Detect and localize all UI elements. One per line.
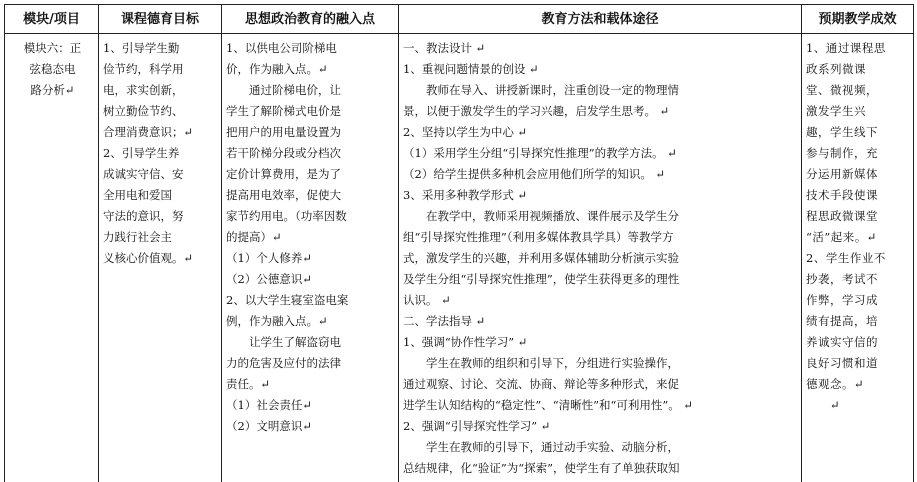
goal-line: 全用电和爱国 — [103, 188, 172, 202]
integration-line: 把用户的用电量设置为 — [226, 125, 341, 139]
outcome-line: 激发学生兴 — [806, 104, 866, 118]
outcome-line: 2、学生作业不 — [806, 251, 886, 265]
goal-line: 成诚实守信、安 — [103, 167, 184, 181]
header-row — [5, 5, 914, 34]
method-line: 通过观察、讨论、交流、协商、辩论等多种形式，来促 — [403, 377, 679, 391]
goal-line: 义核心价值观。↵ — [103, 251, 194, 265]
method-line: 进学生认知结构的“稳定性”、“清晰性”和“可利用性”。 ↵ — [403, 398, 694, 412]
method-line: 在教学中，教师采用视频播放、课件展示及学生分 — [403, 209, 679, 223]
cell-integration — [222, 34, 399, 482]
method-line: 1、重视问题情景的创设 ↵ — [403, 62, 539, 76]
goal-line: 合理消费意识；↵ — [103, 125, 194, 139]
goal-line: 俭节约，科学用 — [103, 62, 184, 76]
outcome-line: 养诚实守信的 — [806, 335, 878, 349]
method-line: 及学生分组“引导探究性推理”，使学生获得更多的理性 — [403, 272, 680, 286]
module-line: 路分析↵ — [30, 83, 75, 97]
integration-line: 若干阶梯分段或分档次 — [226, 146, 341, 160]
integration-line: 通过阶梯电价，让 — [226, 83, 341, 97]
header-integration: 思想政治教育的融入点 — [222, 5, 399, 34]
method-line: 学生在教师的组织和引导下，分组进行实验操作， — [403, 356, 679, 370]
outcome-line: 德观念。↵ — [806, 377, 865, 391]
goal-line: 1、引导学生勤 — [103, 41, 180, 55]
outcome-line: 绩有提高，培 — [806, 314, 878, 328]
goal-line: 树立勤俭节约、 — [103, 104, 184, 118]
cell-outcome — [802, 34, 914, 482]
method-line: 2、强调“引导探究性学习” ↵ — [403, 419, 551, 433]
method-line: 一、教法设计 ↵ — [403, 41, 486, 55]
outcome-line: 堂、微视频， — [806, 83, 878, 97]
integration-line: 力的危害及应付的法律 — [226, 356, 341, 370]
outcome-line: 分运用新媒体 — [806, 167, 878, 181]
header-module: 模块/项目 — [5, 5, 99, 34]
method-line: 总结规律，化“验证”为“探索”，使学生有了单独获取知 — [403, 461, 680, 475]
integration-line: 例，作为融入点。↵ — [226, 314, 328, 328]
goal-line: 电，求实创新， — [103, 83, 184, 97]
integration-line: 提高用电效率，促使大 — [226, 188, 341, 202]
outcome-line: 趣，学生线下 — [806, 125, 878, 139]
integration-line: 的提高）↵ — [226, 230, 282, 244]
method-line: 式，激发学生的兴趣，并利用多媒体辅助分析演示实验 — [403, 251, 679, 265]
method-line: 教师在导入、讲授新课时，注重创设一定的物理情 — [403, 83, 679, 97]
outcome-line: ↵ — [806, 398, 841, 412]
method-line: 景，以便于激发学生的学习兴趣，启发学生思考。 ↵ — [403, 104, 670, 118]
outcome-line: 1、通过课程思 — [806, 41, 886, 55]
outcome-line: 作弊，学习成 — [806, 293, 878, 307]
method-line: 2、坚持以学生为中心 ↵ — [403, 125, 528, 139]
integration-line: （1）个人修养↵ — [226, 251, 312, 265]
outcome-line: 程思政微课堂 — [806, 209, 878, 223]
method-line: （1）采用学生分组“引导探究性推理”的教学方法。 ↵ — [403, 146, 677, 160]
cell-goal — [99, 34, 222, 482]
method-line: 认识。 ↵ — [403, 293, 451, 307]
method-line: 3、采用多种教学形式 ↵ — [403, 188, 528, 202]
integration-line: 学生了解阶梯式电价是 — [226, 104, 341, 118]
moral-education-table — [4, 4, 914, 482]
method-line: （2）给学生提供多种机会应用他们所学的知识。 ↵ — [403, 167, 666, 181]
integration-line: 家节约用电。（功率因数 — [226, 209, 347, 223]
outcome-line: 良好习惯和道 — [806, 356, 878, 370]
method-line: 二、学法指导 ↵ — [403, 314, 486, 328]
integration-line: 定价计算费用，是为了 — [226, 167, 341, 181]
cell-method — [399, 34, 802, 482]
cell-module — [5, 34, 99, 482]
goal-line: 力践行社会主 — [103, 230, 172, 244]
table-row — [5, 34, 914, 482]
integration-line: 让学生了解盗窃电 — [226, 335, 341, 349]
integration-line: 1、以供电公司阶梯电 — [226, 41, 337, 55]
outcome-line: 技术手段使课 — [806, 188, 878, 202]
integration-line: 2、以大学生寝室盗电案 — [226, 293, 349, 307]
method-line: 1、强调“协作性学习” ↵ — [403, 335, 528, 349]
method-line: 组“引导探究性推理”（利用多媒体教具学具）等教学方 — [403, 230, 674, 244]
outcome-line: “活”起来。↵ — [806, 230, 877, 244]
integration-line: 责任。↵ — [226, 377, 271, 391]
method-line: 学生在教师的引导下，通过动手实验、动脑分析， — [403, 440, 679, 454]
outcome-line: 政系列微课 — [806, 62, 866, 76]
integration-line: （1）社会责任↵ — [226, 398, 312, 412]
module-line: 模块六：正 — [23, 41, 82, 55]
header-goal: 课程德育目标 — [99, 5, 222, 34]
integration-line: 价，作为融入点。↵ — [226, 62, 328, 76]
goal-line: 守法的意识，努 — [103, 209, 184, 223]
integration-line: （2）文明意识↵ — [226, 419, 312, 433]
module-line: 弦稳态电 — [29, 62, 76, 76]
goal-line: 2、引导学生养 — [103, 146, 180, 160]
integration-line: （2）公德意识↵ — [226, 272, 312, 286]
header-method: 教育方法和载体途径 — [399, 5, 802, 34]
outcome-line: 抄袭，考试不 — [806, 272, 878, 286]
outcome-line: 参与制作，充 — [806, 146, 878, 160]
header-outcome: 预期教学成效 — [802, 5, 914, 34]
